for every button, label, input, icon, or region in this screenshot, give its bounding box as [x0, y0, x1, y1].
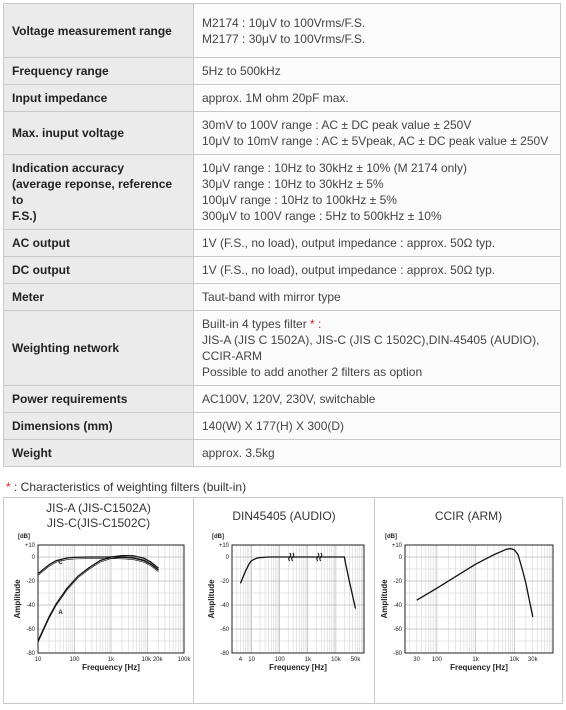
spec-label-line: Indication accuracy	[12, 161, 125, 175]
y-tick-label: -40	[26, 603, 35, 609]
spec-label-line: Max. inuput voltage	[12, 126, 125, 140]
spec-value	[194, 155, 561, 230]
spec-value	[194, 4, 561, 58]
spec-row	[4, 155, 561, 230]
y-axis-label: Amplitude	[13, 579, 22, 619]
weighting-filter-chart	[194, 498, 375, 703]
spec-value	[194, 386, 561, 413]
spec-value-text: 5Hz to 500kHz	[202, 64, 281, 78]
series-line-c	[38, 557, 159, 574]
spec-value-text: Taut-band with mirror type	[202, 290, 341, 304]
x-tick-label: 30	[413, 657, 420, 663]
spec-value	[194, 85, 561, 112]
series-annotation: C	[58, 559, 63, 566]
spec-value	[194, 440, 561, 467]
weighting-filters-note	[6, 480, 246, 494]
spec-value-text: 10μV to 10mV range : AC ± 5Vpeak, AC ± DC peak value ± 250V	[202, 134, 549, 148]
x-tick-label: 1k	[107, 657, 115, 663]
spec-value-text: CCIR-ARM	[202, 349, 262, 363]
spec-value-line	[202, 176, 552, 192]
y-unit-label: [dB]	[18, 534, 30, 540]
x-axis-label: Frequency [Hz]	[82, 663, 140, 672]
spec-label	[4, 386, 194, 413]
spec-label	[4, 257, 194, 284]
x-tick-label: 10k	[331, 657, 341, 663]
spec-label-line: Frequency range	[12, 64, 109, 78]
spec-value	[194, 284, 561, 311]
spec-value-line	[202, 133, 552, 149]
spec-label-line: Power requirements	[12, 392, 128, 406]
spec-row	[4, 386, 561, 413]
x-tick-label: 50k	[350, 657, 361, 663]
spec-label-line: Meter	[12, 290, 45, 304]
chart-title-line: JIS-A (JIS-C1502A)	[46, 501, 151, 515]
chart-title-line: JIS-C(JIS-C1502C)	[46, 516, 151, 530]
spec-table	[3, 3, 561, 467]
y-tick-label: -60	[26, 627, 35, 633]
spec-value-text: M2174 : 10μV to 100Vrms/F.S.	[202, 15, 366, 30]
y-tick-label: 0	[398, 555, 402, 561]
chart-title-line: DIN45405 (AUDIO)	[232, 509, 336, 523]
x-tick-label: 10k	[509, 657, 520, 663]
spec-value-text: 10μV range : 10Hz to 30kHz ± 10% (M 2174 only)	[202, 161, 467, 175]
y-tick-label: -40	[393, 603, 402, 609]
spec-row	[4, 311, 561, 386]
series-line-a	[38, 556, 159, 641]
spec-value-text: 300μV to 100V range : 5Hz to 500kHz ± 10%	[202, 209, 442, 223]
y-tick-label: +10	[391, 543, 402, 549]
spec-label	[4, 155, 194, 230]
y-tick-label: 0	[31, 555, 35, 561]
y-tick-label: -80	[220, 651, 229, 657]
spec-label	[4, 85, 194, 112]
spec-label	[4, 440, 194, 467]
footnote-marker: * :	[306, 317, 322, 331]
y-tick-label: -20	[220, 579, 229, 585]
spec-value-text: 140(W) X 177(H) X 300(D)	[202, 419, 345, 433]
y-tick-label: -80	[26, 651, 35, 657]
spec-label-line: Input impedance	[12, 91, 108, 105]
spec-value-line	[202, 391, 552, 407]
spec-label-line: DC output	[12, 263, 70, 277]
spec-value-line	[202, 418, 552, 434]
spec-label	[4, 311, 194, 386]
spec-value-line	[202, 348, 552, 364]
spec-value-text: approx. 1M ohm 20pF max.	[202, 91, 349, 105]
spec-value-text: approx. 3.5kg	[202, 446, 275, 460]
chart-panel-ccir	[374, 498, 562, 703]
x-axis-label: Frequency [Hz]	[269, 663, 327, 672]
spec-label	[4, 112, 194, 155]
spec-value	[194, 230, 561, 257]
note-text: : Characteristics of weighting filters (built-in)	[10, 480, 247, 494]
spec-row	[4, 85, 561, 112]
spec-value-line	[202, 31, 552, 47]
spec-value-text: Possible to add another 2 filters as option	[202, 365, 423, 379]
spec-row	[4, 58, 561, 85]
spec-value-line	[202, 262, 552, 278]
spec-label	[4, 58, 194, 85]
y-tick-label: 0	[225, 555, 229, 561]
spec-label-line: Weighting network	[12, 341, 120, 355]
grid	[405, 545, 553, 653]
spec-value-text: Built-in 4 types filter	[202, 317, 307, 331]
y-unit-label: [dB]	[385, 534, 397, 540]
spec-value-line	[202, 90, 552, 106]
series-annotation: A	[58, 610, 63, 617]
spec-row	[4, 413, 561, 440]
y-tick-label: -40	[220, 603, 229, 609]
spec-value-line	[202, 63, 552, 79]
spec-label	[4, 284, 194, 311]
spec-value-line	[202, 235, 552, 251]
spec-value-line	[202, 289, 552, 305]
x-tick-label: 1k	[304, 657, 311, 663]
y-tick-label: -20	[26, 579, 35, 585]
spec-label	[4, 230, 194, 257]
x-tick-label: 10k 20k	[141, 657, 163, 663]
x-tick-label: 100	[69, 657, 80, 663]
spec-value-text: M2177 : 30μV to 100Vrms/F.S.	[202, 31, 366, 46]
y-tick-label: +10	[24, 543, 35, 549]
spec-value	[194, 58, 561, 85]
series-line-1	[241, 557, 356, 609]
spec-value-text: 30μV range : 10Hz to 30kHz ± 5%	[202, 177, 384, 191]
spec-value-line	[202, 332, 552, 348]
x-tick-label: 4	[238, 657, 243, 663]
spec-row	[4, 112, 561, 155]
chart-title-line: CCIR (ARM)	[434, 509, 503, 523]
x-tick-label: 100k	[177, 657, 191, 663]
x-tick-label: 10	[248, 657, 255, 663]
spec-value	[194, 112, 561, 155]
spec-value-text: 100μV range : 10Hz to 100kHz ± 5%	[202, 193, 397, 207]
spec-label-line: Voltage measurement range	[12, 23, 172, 38]
spec-value	[194, 311, 561, 386]
spec-label	[4, 413, 194, 440]
spec-value-text: 1V (F.S., no load), output impedance : approx. 50Ω typ.	[202, 236, 496, 250]
x-axis-label: Frequency [Hz]	[450, 663, 508, 672]
y-axis-label: Amplitude	[380, 579, 389, 619]
weighting-filter-charts	[3, 497, 563, 704]
y-tick-label: -60	[220, 627, 229, 633]
spec-row	[4, 440, 561, 467]
spec-value-line	[202, 316, 552, 332]
spec-value-text: AC100V, 120V, 230V, switchable	[202, 392, 376, 406]
y-unit-label: [dB]	[212, 534, 224, 540]
y-tick-label: -60	[393, 627, 402, 633]
chart-panel-din	[193, 498, 374, 703]
plot-frame	[405, 545, 553, 653]
note-asterisk: *	[6, 480, 11, 494]
spec-value-line	[202, 117, 552, 133]
spec-row	[4, 257, 561, 284]
series-line-shadow	[38, 557, 159, 642]
weighting-filter-chart	[4, 498, 193, 703]
x-tick-label: 100	[431, 657, 442, 663]
y-tick-label: -20	[393, 579, 402, 585]
chart-panel-jis	[4, 498, 193, 703]
spec-label-line: AC output	[12, 236, 70, 250]
spec-row	[4, 230, 561, 257]
spec-value-line	[202, 208, 552, 224]
y-axis-label: Amplitude	[207, 579, 216, 619]
spec-value-text: 1V (F.S., no load), output impedance : approx. 50Ω typ.	[202, 263, 496, 277]
spec-row	[4, 284, 561, 311]
x-tick-label: 10	[34, 657, 42, 663]
spec-value-text: JIS-A (JIS C 1502A), JIS-C (JIS C 1502C),DIN-45405 (AUDIO),	[202, 333, 540, 347]
spec-value-line	[202, 15, 552, 31]
spec-value-line	[202, 445, 552, 461]
spec-label-line: Weight	[12, 446, 52, 460]
spec-value-line	[202, 160, 552, 176]
y-tick-label: +10	[218, 543, 229, 549]
x-tick-label: 100	[274, 657, 285, 663]
weighting-filter-chart	[375, 498, 563, 703]
spec-label-line: Dimensions (mm)	[12, 419, 113, 433]
spec-value	[194, 413, 561, 440]
spec-label-line: (average reponse, reference to	[12, 177, 173, 207]
spec-label-line: F.S.)	[12, 209, 37, 223]
spec-label	[4, 4, 194, 58]
spec-value-text: 30mV to 100V range : AC ± DC peak value ± 250V	[202, 118, 472, 132]
x-tick-label: 30k	[527, 657, 538, 663]
spec-row	[4, 4, 561, 58]
series-line-2	[417, 549, 533, 617]
spec-value-line	[202, 364, 552, 380]
y-tick-label: -80	[393, 651, 402, 657]
x-tick-label: 1k	[472, 657, 479, 663]
spec-value	[194, 257, 561, 284]
spec-value-line	[202, 192, 552, 208]
